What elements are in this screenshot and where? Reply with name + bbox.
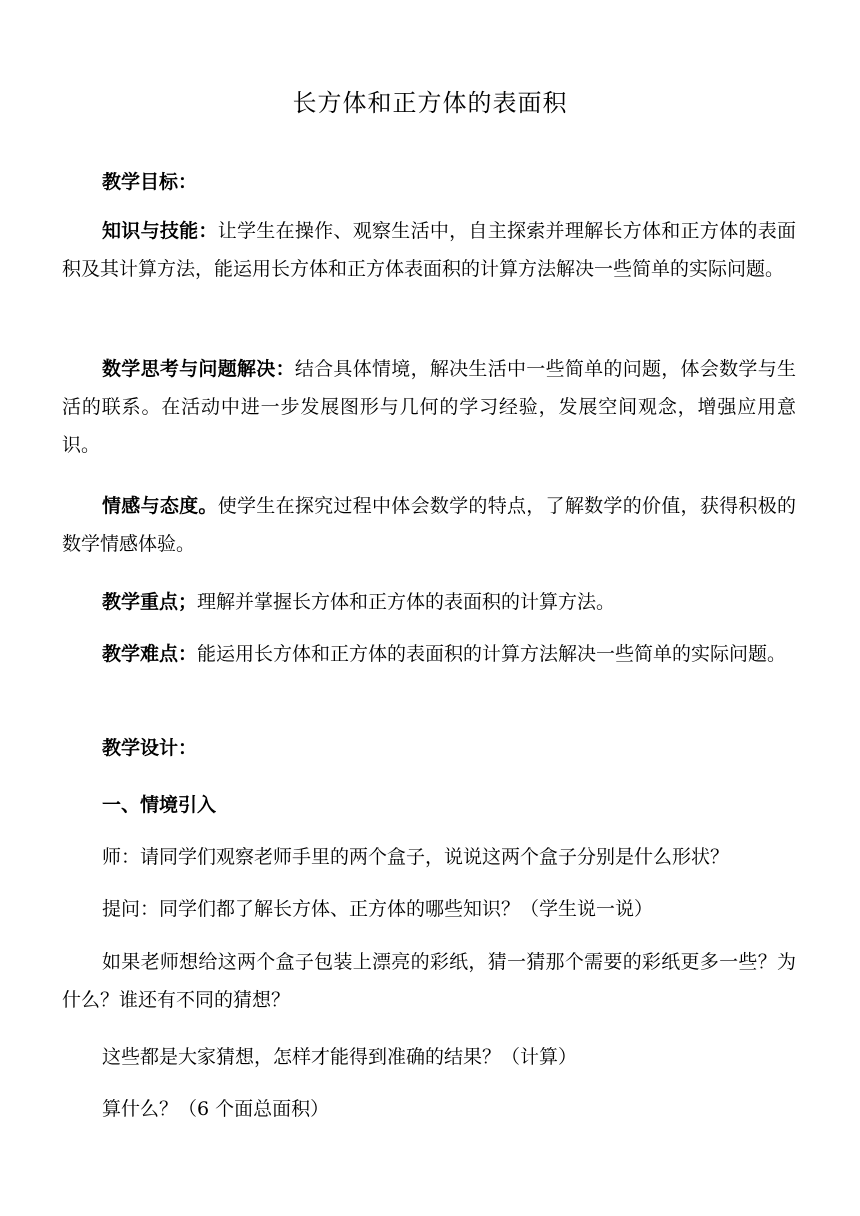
difficulty-paragraph: [62, 635, 796, 673]
knowledge-paragraph: [62, 212, 796, 288]
key-point-label: 教学重点；: [102, 591, 198, 613]
difficulty-label: 教学难点：: [102, 643, 198, 665]
line-teacher-question: 师：请同学们观察老师手里的两个盒子，说说这两个盒子分别是什么形状？: [102, 846, 730, 868]
thinking-label: 数学思考与问题解决：: [102, 358, 295, 380]
knowledge-label: 知识与技能：: [102, 220, 218, 242]
section1-heading: 一、情境引入: [102, 794, 217, 816]
design-heading: 教学设计：: [102, 737, 198, 759]
difficulty-text: 能运用长方体和正方体的表面积的计算方法解决一些简单的实际问题。: [197, 643, 787, 665]
line-calculate-what: 算什么？（6 个面总面积）: [102, 1098, 330, 1120]
key-point-text: 理解并掌握长方体和正方体的表面积的计算方法。: [197, 591, 616, 613]
line-guess-paper: 如果老师想给这两个盒子包装上漂亮的彩纸，猜一猜那个需要的彩纸更多一些？为什么？谁还有不同的猜想？: [62, 951, 796, 1011]
emotion-label: 情感与态度。: [102, 495, 218, 517]
objectives-heading: 教学目标：: [102, 171, 198, 193]
thinking-text: 结合具体情境，解决生活中一些简单的问题，体会数学与生活的联系。在活动中进一步发展图形与几何的学习经验，发展空间观念，增强应用意识。: [62, 358, 796, 456]
document-title: 长方体和正方体的表面积: [292, 89, 568, 117]
knowledge-text: 让学生在操作、观察生活中，自主探索并理解长方体和正方体的表面积及其计算方法，能运用长方体和正方体表面积的计算方法解决一些简单的实际问题。: [62, 220, 796, 280]
line-accurate-result: 这些都是大家猜想，怎样才能得到准确的结果？（计算）: [102, 1046, 578, 1068]
key-point-paragraph: [62, 583, 796, 621]
emotion-text: 使学生在探究过程中体会数学的特点，了解数学的价值，获得积极的数学情感体验。: [62, 495, 796, 555]
thinking-paragraph: [62, 350, 796, 464]
line-ask-knowledge: 提问：同学们都了解长方体、正方体的哪些知识？（学生说一说）: [102, 898, 654, 920]
emotion-paragraph: [62, 487, 796, 563]
